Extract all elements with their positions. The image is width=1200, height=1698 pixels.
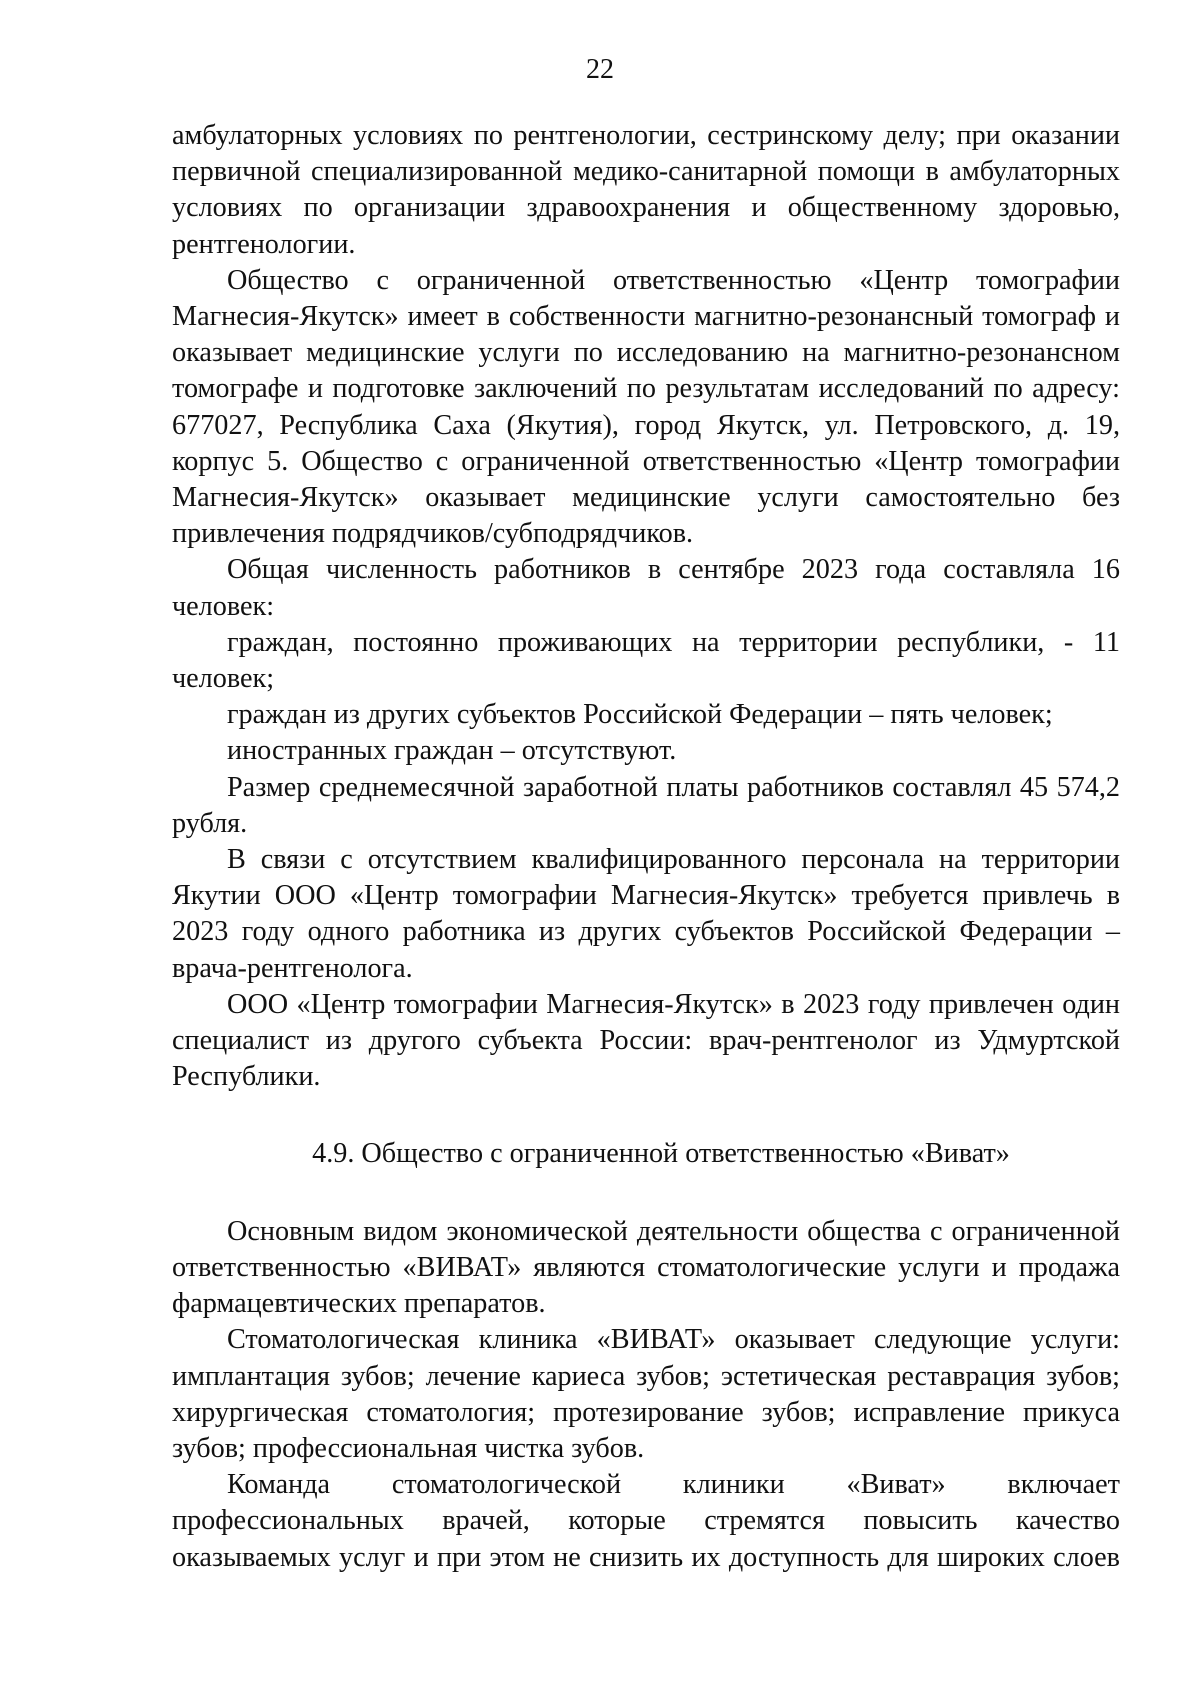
paragraph-salary: Размер среднемесячной заработной платы работников составлял 45 574,2 рубля.: [172, 771, 1120, 839]
paragraph-staff-local: граждан, постоянно проживающих на территории республики, - 11 человек;: [172, 626, 1120, 695]
paragraph-staff-total: Общая численность работников в сентябре 2023 года составляла 16 человек:: [172, 554, 1120, 622]
paragraph-staffing-need: В связи с отсутствием квалифицированного персонала на территории Якутии ООО «Центр томографии Магнесия-Якутск» требуется привлечь в 2023 году одного работника из других субъектов Российской Федерации – врача-рентгенолога.: [172, 844, 1120, 984]
section-heading: 4.9. Общество с ограниченной ответственностью «Виват»: [312, 1138, 1010, 1170]
paragraph-clinic-team: Команда стоматологической клиники «Виват» включает профессиональных врачей, которые стремятся повысить качество оказываемых услуг и при этом не снизить их доступность для широких слоев: [172, 1469, 1120, 1573]
document-body: [172, 118, 1120, 1576]
paragraph-staff-other-regions: граждан из других субъектов Российской Федерации – пять человек;: [227, 699, 1053, 731]
paragraph-clinic-services: Стоматологическая клиника «ВИВАТ» оказывает следующие услуги: имплантация зубов; лечение кариеса зубов; эстетическая реставрация зубов; хирургическая стоматология; протезирование зубов; исправление прикуса зубов; профессиональная чистка зубов.: [172, 1324, 1120, 1464]
page-number: 22: [586, 54, 614, 85]
paragraph-company-description: Общество с ограниченной ответственностью «Центр томографии Магнесия-Якутск» имеет в собственности магнитно-резонансный томограф и оказывает медицинские услуги по исследованию на магнитно-резонансном томографе и подготовке заключений по результатам исследований по адресу: 677027, Республика Саха (Якутия), город Якутск, ул. Петровского, д. 19, корпус 5. Общество с ограниченной ответственностью «Центр томографии Магнесия-Якутск» оказывает медицинские услуги самостоятельно без привлечения подрядчиков/субподрядчиков.: [172, 264, 1120, 550]
paragraph-staff-attracted: ООО «Центр томографии Магнесия-Якутск» в 2023 году привлечен один специалист из другого субъекта России: врач-рентгенолог из Удмуртской Республики.: [172, 988, 1120, 1093]
paragraph-continuation: амбулаторных условиях по рентгенологии, сестринскому делу; при оказании первичной специализированной медико-санитарной помощи в амбулаторных условиях по организации здравоохранения и общественному здоровью, рентгенологии.: [172, 120, 1120, 260]
paragraph-staff-foreign: иностранных граждан – отсутствуют.: [227, 735, 677, 767]
paragraph-main-activity: Основным видом экономической деятельности общества с ограниченной ответственностью «ВИВАТ» являются стоматологические услуги и продажа фармацевтических препаратов.: [172, 1215, 1120, 1320]
